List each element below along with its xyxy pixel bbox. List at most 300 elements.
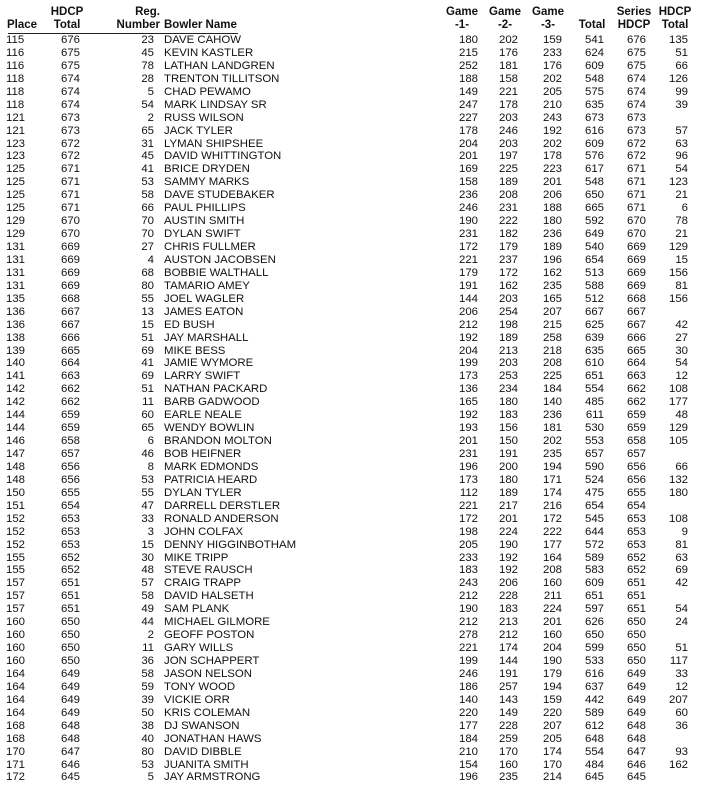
reg-number-cell: 65 <box>141 422 154 435</box>
series-hdcp-cell: 648 <box>626 719 646 732</box>
game3-cell: 236 <box>542 409 562 422</box>
place-cell: 129 <box>6 228 26 241</box>
reg-number-cell: 6 <box>147 435 154 448</box>
series-hdcp-cell: 673 <box>626 124 646 137</box>
bowler-name-cell: DYLAN SWIFT <box>164 228 241 241</box>
bowler-name-cell: JAY ARMSTRONG <box>164 771 261 784</box>
series-hdcp-cell: 674 <box>626 98 646 111</box>
bowler-name-cell: LARRY SWIFT <box>164 370 241 383</box>
hdcp-total-cell: 676 <box>60 34 80 46</box>
game3-cell: 177 <box>542 538 562 551</box>
game3-cell: 162 <box>542 266 562 279</box>
reg-number-cell: 65 <box>141 124 154 137</box>
hdcp-cell: 69 <box>675 564 688 577</box>
series-hdcp-cell: 659 <box>626 422 646 435</box>
reg-number-cell: 57 <box>141 577 154 590</box>
game1-cell: 173 <box>458 473 478 486</box>
game1-cell: 169 <box>458 163 478 176</box>
reg-number-cell: 58 <box>141 590 154 603</box>
place-cell: 152 <box>6 538 26 551</box>
game2-cell: 206 <box>498 577 518 590</box>
game1-cell: 215 <box>458 46 478 59</box>
series-hdcp-cell: 671 <box>626 202 646 215</box>
reg-number-cell: 28 <box>141 72 154 85</box>
bowler-name-cell: CHRIS FULLMER <box>164 241 256 253</box>
table-row <box>0 720 701 733</box>
hdcp-total-cell: 653 <box>60 525 80 538</box>
hdcp-total-cell: 671 <box>60 176 80 189</box>
game2-cell: 158 <box>498 72 518 85</box>
reg-number-cell: 47 <box>141 499 154 512</box>
game2-cell: 217 <box>498 499 518 512</box>
scratch-total-cell: 513 <box>584 266 604 279</box>
reg-number-cell: 40 <box>141 732 154 745</box>
scratch-total-cell: 576 <box>584 150 604 163</box>
reg-number-cell: 49 <box>141 603 154 616</box>
bowler-name-cell: ED BUSH <box>164 318 215 331</box>
scratch-total-cell: 583 <box>584 564 604 577</box>
series-hdcp-cell: 669 <box>626 253 646 266</box>
hdcp-total-cell: 654 <box>60 499 80 512</box>
table-row <box>0 345 701 358</box>
game1-cell: 172 <box>458 241 478 253</box>
hdcp-cell: 81 <box>675 538 688 551</box>
reg-number-cell: 70 <box>141 228 154 241</box>
game3-cell: 174 <box>542 745 562 758</box>
hdcp-total-cell: 670 <box>60 228 80 241</box>
game1-cell: 221 <box>458 253 478 266</box>
hdcp-total-cell: 645 <box>60 771 80 784</box>
hdcp-total-cell: 653 <box>60 538 80 551</box>
bowler-name-cell: KRIS COLEMAN <box>164 706 251 719</box>
game1-cell: 144 <box>458 292 478 305</box>
series-hdcp-cell: 671 <box>626 176 646 189</box>
hdcp-total-cell: 667 <box>60 318 80 331</box>
hdcp-total-cell: 647 <box>60 745 80 758</box>
scratch-total-cell: 589 <box>584 706 604 719</box>
game1-cell: 136 <box>458 383 478 396</box>
header-game-3: Game -3- <box>532 6 564 31</box>
game1-cell: 178 <box>458 124 478 137</box>
place-cell: 125 <box>6 163 26 176</box>
game1-cell: 190 <box>458 215 478 228</box>
hdcp-cell: 21 <box>675 228 688 241</box>
game1-cell: 184 <box>458 732 478 745</box>
table-row <box>0 34 701 47</box>
place-cell: 141 <box>6 370 26 383</box>
scratch-total-cell: 548 <box>584 176 604 189</box>
bowler-name-cell: TONY WOOD <box>164 680 236 693</box>
game2-cell: 203 <box>498 111 518 124</box>
game2-cell: 178 <box>498 98 518 111</box>
game3-cell: 215 <box>542 318 562 331</box>
game3-cell: 172 <box>542 512 562 525</box>
table-row <box>0 202 701 215</box>
game2-cell: 225 <box>498 163 518 176</box>
hdcp-total-cell: 648 <box>60 732 80 745</box>
hdcp-cell: 63 <box>675 137 688 150</box>
hdcp-cell: 156 <box>668 266 688 279</box>
game3-cell: 206 <box>542 189 562 202</box>
scratch-total-cell: 530 <box>584 422 604 435</box>
hdcp-cell: 96 <box>675 150 688 163</box>
hdcp-total-cell: 673 <box>60 124 80 137</box>
place-cell: 160 <box>6 655 26 667</box>
hdcp-total-cell: 670 <box>60 215 80 228</box>
place-cell: 116 <box>6 59 25 72</box>
hdcp-cell: 105 <box>668 435 688 448</box>
place-cell: 136 <box>6 318 26 331</box>
game2-cell: 170 <box>498 745 518 758</box>
hdcp-cell: 51 <box>675 642 688 655</box>
series-hdcp-cell: 671 <box>626 189 646 202</box>
series-hdcp-cell: 675 <box>626 59 646 72</box>
game3-cell: 174 <box>542 486 562 499</box>
reg-number-cell: 44 <box>141 616 154 629</box>
game3-cell: 258 <box>542 331 562 344</box>
game1-cell: 188 <box>458 72 478 85</box>
game1-cell: 205 <box>458 538 478 551</box>
hdcp-cell: 42 <box>675 318 688 331</box>
place-cell: 170 <box>6 745 26 758</box>
table-row <box>0 228 701 241</box>
table-row <box>0 60 701 73</box>
game3-cell: 235 <box>542 279 562 292</box>
bowler-name-cell: JASON NELSON <box>164 667 252 680</box>
series-hdcp-cell: 655 <box>626 486 646 499</box>
game2-cell: 257 <box>498 680 518 693</box>
scratch-total-cell: 592 <box>584 215 604 228</box>
table-row <box>0 759 701 772</box>
game1-cell: 204 <box>458 344 478 357</box>
hdcp-cell: 123 <box>668 176 688 189</box>
hdcp-total-cell: 650 <box>60 655 80 667</box>
game3-cell: 211 <box>543 590 562 603</box>
series-hdcp-cell: 645 <box>626 771 646 784</box>
bowler-name-cell: AUSTIN SMITH <box>164 215 245 228</box>
game1-cell: 204 <box>458 137 478 150</box>
game2-cell: 162 <box>498 279 518 292</box>
place-cell: 136 <box>6 305 26 318</box>
hdcp-total-cell: 674 <box>60 72 80 85</box>
bowler-name-cell: JOEL WAGLER <box>164 292 245 305</box>
hdcp-cell: 27 <box>675 331 688 344</box>
bowler-name-cell: VICKIE ORR <box>164 693 230 706</box>
game2-cell: 200 <box>498 460 518 473</box>
game2-cell: 143 <box>498 693 518 706</box>
hdcp-total-cell: 651 <box>60 603 80 616</box>
scratch-total-cell: 597 <box>584 603 604 616</box>
hdcp-cell: 54 <box>675 357 688 370</box>
game1-cell: 193 <box>458 422 478 435</box>
game3-cell: 225 <box>542 370 562 383</box>
place-cell: 116 <box>6 46 25 59</box>
hdcp-cell: 24 <box>675 616 688 629</box>
hdcp-total-cell: 646 <box>60 758 80 771</box>
bowler-name-cell: DAVE STUDEBAKER <box>164 189 275 202</box>
table-row <box>0 771 701 784</box>
bowler-name-cell: DAVID HALSETH <box>164 590 254 603</box>
game3-cell: 188 <box>542 202 562 215</box>
bowler-name-cell: RONALD ANDERSON <box>164 512 279 525</box>
table-row <box>0 733 701 746</box>
game2-cell: 174 <box>498 642 518 655</box>
game1-cell: 186 <box>458 680 478 693</box>
game1-cell: 220 <box>458 706 478 719</box>
series-hdcp-cell: 669 <box>626 241 646 253</box>
game1-cell: 247 <box>458 98 478 111</box>
place-cell: 131 <box>6 279 26 292</box>
reg-number-cell: 2 <box>147 629 154 642</box>
table-row <box>0 241 701 254</box>
scratch-total-cell: 648 <box>584 732 604 745</box>
hdcp-total-cell: 657 <box>60 448 80 460</box>
hdcp-total-cell: 671 <box>60 163 80 176</box>
table-row <box>0 280 701 293</box>
bowler-name-cell: BOBBIE WALTHALL <box>164 266 269 279</box>
reg-number-cell: 15 <box>141 318 154 331</box>
series-hdcp-cell: 662 <box>626 383 646 396</box>
game1-cell: 212 <box>458 318 478 331</box>
game2-cell: 253 <box>498 370 518 383</box>
game3-cell: 218 <box>542 344 562 357</box>
scratch-total-cell: 524 <box>584 473 604 486</box>
bowler-name-cell: PAUL PHILLIPS <box>164 202 246 215</box>
game2-cell: 213 <box>498 616 518 629</box>
game1-cell: 246 <box>458 667 478 680</box>
reg-number-cell: 23 <box>141 34 154 46</box>
bowler-name-cell: GARY WILLS <box>164 642 234 655</box>
game3-cell: 180 <box>542 215 562 228</box>
table-row <box>0 539 701 552</box>
game3-cell: 204 <box>542 642 562 655</box>
bowler-name-cell: SAM PLANK <box>164 603 230 616</box>
hdcp-cell: 99 <box>675 85 688 98</box>
game1-cell: 210 <box>458 745 478 758</box>
series-hdcp-cell: 669 <box>626 279 646 292</box>
bowler-name-cell: RUSS WILSON <box>164 111 244 124</box>
game2-cell: 203 <box>498 357 518 370</box>
game2-cell: 228 <box>498 719 518 732</box>
bowler-name-cell: WENDY BOWLIN <box>164 422 255 435</box>
hdcp-cell: 54 <box>675 163 688 176</box>
place-cell: 164 <box>6 706 26 719</box>
scratch-total-cell: 572 <box>584 538 604 551</box>
scratch-total-cell: 545 <box>584 512 604 525</box>
game2-cell: 192 <box>498 551 518 564</box>
reg-number-cell: 78 <box>141 59 154 72</box>
reg-number-cell: 11 <box>142 642 154 655</box>
game3-cell: 181 <box>542 422 562 435</box>
game3-cell: 196 <box>542 253 562 266</box>
hdcp-cell: 66 <box>675 460 688 473</box>
place-cell: 152 <box>6 512 26 525</box>
reg-number-cell: 15 <box>141 538 154 551</box>
table-row <box>0 86 701 99</box>
series-hdcp-cell: 647 <box>626 745 646 758</box>
header-game-2: Game -2- <box>489 6 521 31</box>
bowler-name-cell: MIKE TRIPP <box>164 551 229 564</box>
hdcp-cell: 117 <box>669 655 688 667</box>
game3-cell: 233 <box>542 46 562 59</box>
game3-cell: 202 <box>542 137 562 150</box>
bowler-name-cell: DARRELL DERSTLER <box>164 499 281 512</box>
table-row <box>0 435 701 448</box>
game1-cell: 246 <box>458 202 478 215</box>
game3-cell: 208 <box>542 357 562 370</box>
table-row <box>0 707 701 720</box>
game3-cell: 165 <box>542 292 562 305</box>
hdcp-total-cell: 655 <box>60 486 80 499</box>
reg-number-cell: 27 <box>141 241 154 253</box>
game3-cell: 160 <box>542 577 562 590</box>
hdcp-total-cell: 665 <box>60 344 80 357</box>
reg-number-cell: 8 <box>147 460 154 473</box>
table-row <box>0 694 701 707</box>
game1-cell: 212 <box>458 616 478 629</box>
scratch-total-cell: 657 <box>584 448 604 460</box>
hdcp-cell: 162 <box>668 758 688 771</box>
bowler-name-cell: JON SCHAPPERT <box>164 655 260 667</box>
series-hdcp-cell: 649 <box>626 706 646 719</box>
reg-number-cell: 3 <box>147 525 154 538</box>
game2-cell: 228 <box>498 590 518 603</box>
reg-number-cell: 55 <box>141 292 154 305</box>
series-hdcp-cell: 656 <box>626 473 646 486</box>
reg-number-cell: 13 <box>141 305 154 318</box>
game2-cell: 213 <box>498 344 518 357</box>
bowler-name-cell: DJ SWANSON <box>164 719 240 732</box>
place-cell: 164 <box>6 667 26 680</box>
hdcp-cell: 36 <box>675 719 688 732</box>
hdcp-total-cell: 648 <box>60 719 80 732</box>
game1-cell: 212 <box>458 590 478 603</box>
game3-cell: 201 <box>542 176 562 189</box>
series-hdcp-cell: 652 <box>626 551 646 564</box>
table-row <box>0 332 701 345</box>
place-cell: 121 <box>6 111 26 124</box>
game3-cell: 178 <box>542 150 562 163</box>
hdcp-total-cell: 651 <box>60 590 80 603</box>
game3-cell: 189 <box>542 241 562 253</box>
game2-cell: 179 <box>498 241 518 253</box>
game3-cell: 210 <box>542 98 562 111</box>
scratch-total-cell: 626 <box>584 616 604 629</box>
scratch-total-cell: 616 <box>584 667 604 680</box>
hdcp-total-cell: 669 <box>60 253 80 266</box>
hdcp-cell: 177 <box>668 396 688 409</box>
hdcp-cell: 156 <box>668 292 688 305</box>
bowler-name-cell: MARK LINDSAY SR <box>164 98 267 111</box>
bowler-name-cell: BRANDON MOLTON <box>164 435 272 448</box>
hdcp-total-cell: 653 <box>60 512 80 525</box>
table-row <box>0 655 701 668</box>
series-hdcp-cell: 651 <box>626 603 646 616</box>
reg-number-cell: 53 <box>141 473 154 486</box>
game2-cell: 176 <box>498 46 518 59</box>
bowler-name-cell: JAMES EATON <box>164 305 244 318</box>
scratch-total-cell: 639 <box>584 331 604 344</box>
reg-number-cell: 5 <box>147 85 154 98</box>
game3-cell: 224 <box>542 603 562 616</box>
reg-number-cell: 59 <box>141 680 154 693</box>
game3-cell: 236 <box>542 228 562 241</box>
hdcp-total-cell: 663 <box>60 370 80 383</box>
scratch-total-cell: 665 <box>584 202 604 215</box>
hdcp-cell: 135 <box>668 34 688 46</box>
scratch-total-cell: 541 <box>584 34 604 46</box>
series-hdcp-cell: 649 <box>626 680 646 693</box>
reg-number-cell: 54 <box>141 98 154 111</box>
game3-cell: 164 <box>542 551 562 564</box>
game2-cell: 191 <box>498 448 518 460</box>
place-cell: 157 <box>6 590 26 603</box>
game2-cell: 182 <box>498 228 518 241</box>
bowler-name-cell: JOHN COLFAX <box>164 525 244 538</box>
hdcp-cell: 63 <box>675 551 688 564</box>
series-hdcp-cell: 663 <box>626 370 646 383</box>
scratch-total-cell: 588 <box>584 279 604 292</box>
game2-cell: 149 <box>498 706 518 719</box>
game3-cell: 194 <box>542 680 562 693</box>
table-row <box>0 254 701 267</box>
series-hdcp-cell: 657 <box>626 448 646 460</box>
hdcp-total-cell: 659 <box>60 409 80 422</box>
scratch-total-cell: 475 <box>584 486 604 499</box>
place-cell: 142 <box>6 383 26 396</box>
game2-cell: 208 <box>498 189 518 202</box>
reg-number-cell: 41 <box>141 163 154 176</box>
hdcp-cell: 108 <box>668 383 688 396</box>
game2-cell: 183 <box>498 409 518 422</box>
table-row <box>0 73 701 86</box>
hdcp-total-cell: 652 <box>60 564 80 577</box>
scratch-total-cell: 611 <box>585 409 604 422</box>
table-row <box>0 150 701 163</box>
place-cell: 164 <box>6 680 26 693</box>
game2-cell: 259 <box>498 732 518 745</box>
game1-cell: 196 <box>458 771 478 784</box>
scratch-total-cell: 617 <box>584 163 604 176</box>
place-cell: 142 <box>6 396 26 409</box>
scratch-total-cell: 442 <box>584 693 604 706</box>
bowler-name-cell: LYMAN SHIPSHEE <box>164 137 264 150</box>
game3-cell: 243 <box>542 111 562 124</box>
table-row <box>0 422 701 435</box>
game2-cell: 203 <box>498 137 518 150</box>
table-row <box>0 487 701 500</box>
game2-cell: 201 <box>498 512 518 525</box>
game1-cell: 154 <box>458 758 478 771</box>
reg-number-cell: 5 <box>147 771 154 784</box>
scratch-total-cell: 650 <box>584 629 604 642</box>
place-cell: 160 <box>6 616 26 629</box>
hdcp-total-cell: 669 <box>60 241 80 253</box>
header-hdcp: HDCP Total <box>658 6 692 31</box>
game2-cell: 198 <box>498 318 518 331</box>
scratch-total-cell: 609 <box>584 137 604 150</box>
table-row <box>0 474 701 487</box>
game1-cell: 201 <box>458 435 478 448</box>
reg-number-cell: 38 <box>141 719 154 732</box>
reg-number-cell: 2 <box>147 111 154 124</box>
hdcp-cell: 15 <box>675 253 688 266</box>
bowler-name-cell: DENNY HIGGINBOTHAM <box>164 538 297 551</box>
game3-cell: 160 <box>542 629 562 642</box>
game1-cell: 191 <box>458 279 478 292</box>
hdcp-cell: 12 <box>675 370 688 383</box>
reg-number-cell: 80 <box>141 745 154 758</box>
